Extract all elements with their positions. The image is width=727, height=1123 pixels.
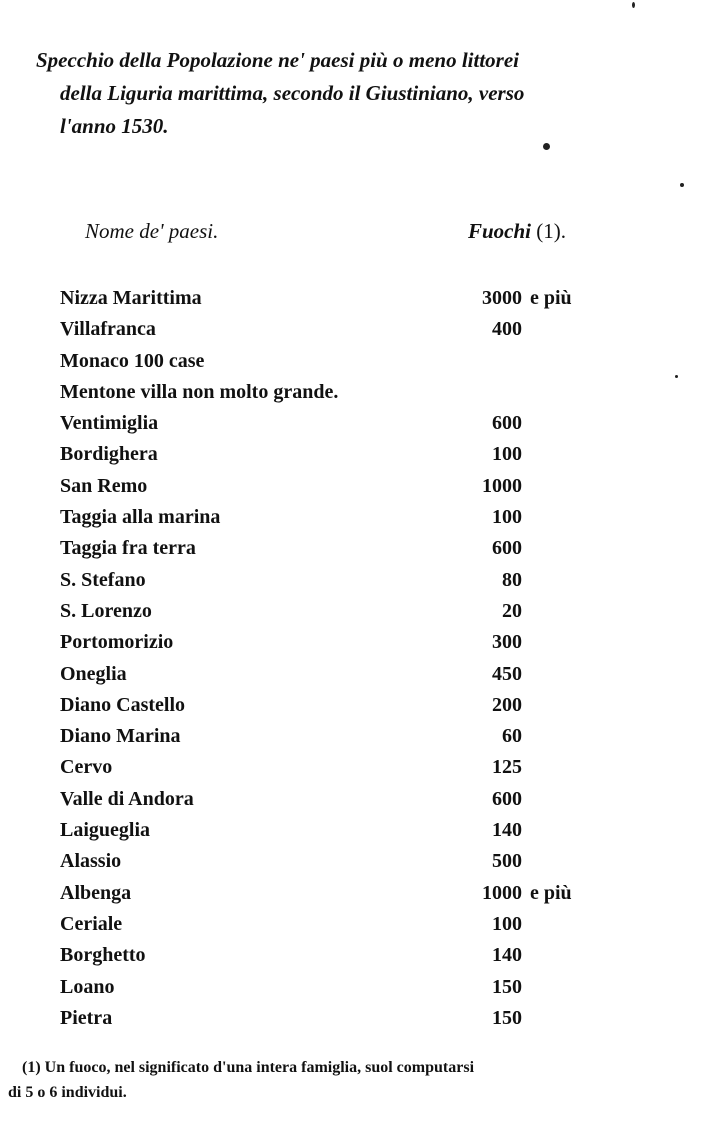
- town-name: Laigueglia: [60, 819, 151, 842]
- town-name: Oneglia: [60, 662, 127, 685]
- table-row: [0, 910, 727, 941]
- fuochi-qualifier: e più: [530, 287, 572, 309]
- fuochi-value: 125: [492, 756, 522, 779]
- fuochi-value: 1000: [482, 881, 522, 904]
- fuochi-value: 1000: [482, 474, 522, 497]
- fuochi-value: 60: [502, 725, 522, 748]
- footnote: [8, 1055, 668, 1105]
- town-name: Borghetto: [60, 944, 146, 967]
- fuochi-value: 80: [502, 568, 522, 591]
- fuochi-value: 140: [492, 944, 522, 967]
- table-row: [0, 597, 727, 628]
- table-row: [0, 879, 727, 910]
- table-row: [0, 660, 727, 691]
- town-name: Monaco 100 case: [60, 349, 205, 372]
- table-row: [0, 722, 727, 753]
- town-name: San Remo: [60, 474, 148, 497]
- town-name: Pietra: [60, 1006, 113, 1029]
- town-name: Portomorizio: [60, 631, 174, 654]
- fuochi-label: Fuochi: [468, 219, 532, 243]
- table-row: [0, 378, 727, 409]
- town-name: Nizza Marittima: [60, 287, 202, 309]
- fuochi-value: 100: [492, 506, 522, 529]
- fuochi-value: 600: [492, 537, 522, 560]
- town-name: Valle di Andora: [60, 787, 194, 810]
- fuochi-value: 450: [492, 662, 522, 685]
- fuochi-value: 150: [492, 1006, 522, 1029]
- table-row: [0, 503, 727, 534]
- table-row: [0, 1004, 727, 1035]
- table-row: [0, 472, 727, 503]
- town-name: Taggia fra terra: [60, 537, 196, 560]
- table-row: [0, 284, 727, 315]
- table-row: [0, 534, 727, 565]
- town-name: Cervo: [60, 756, 113, 779]
- title-line-2: della Liguria marittima, secondo il Giustiniano, verso: [60, 81, 525, 105]
- table-row: [0, 347, 727, 378]
- footnote-line-1: (1) Un fuoco, nel significato d'una intera famiglia, suol computarsi: [22, 1059, 475, 1076]
- town-name: Alassio: [60, 850, 122, 873]
- print-speck: [680, 183, 684, 187]
- town-name: Taggia alla marina: [60, 506, 221, 529]
- fuochi-value: 150: [492, 975, 522, 998]
- fuochi-footnote-ref: (1).: [536, 219, 567, 243]
- table-row: [0, 847, 727, 878]
- table-row: [0, 440, 727, 471]
- town-name: Diano Castello: [60, 693, 185, 716]
- fuochi-value: 20: [502, 599, 522, 622]
- fuochi-value: 100: [492, 912, 522, 935]
- fuochi-value: 600: [492, 787, 522, 810]
- column-header-name: Nome de' paesi.: [85, 219, 219, 243]
- fuochi-value: 500: [492, 850, 522, 873]
- fuochi-value: 600: [492, 412, 522, 435]
- table-row: [0, 628, 727, 659]
- print-speck: [675, 375, 678, 378]
- table-row: [0, 691, 727, 722]
- town-name: Ventimiglia: [60, 412, 159, 435]
- fuochi-value: 400: [492, 318, 522, 341]
- fuochi-value: 200: [492, 693, 522, 716]
- fuochi-qualifier: e più: [530, 881, 572, 904]
- table-row: [0, 941, 727, 972]
- column-header-fuochi: [468, 219, 566, 244]
- town-name: Diano Marina: [60, 725, 181, 748]
- table-row: [0, 785, 727, 816]
- town-name: Bordighera: [60, 443, 158, 466]
- page-title: [36, 44, 676, 143]
- print-speck: [543, 143, 550, 150]
- town-name: Villafranca: [60, 318, 156, 341]
- title-line-1: Specchio della Popolazione ne' paesi più o meno littorei: [36, 48, 519, 72]
- town-name: Albenga: [60, 881, 132, 904]
- table-row: [0, 315, 727, 346]
- town-name: Loano: [60, 975, 115, 998]
- fuochi-value: 100: [492, 443, 522, 466]
- town-name: Mentone villa non molto grande.: [60, 380, 339, 403]
- table-row: [0, 753, 727, 784]
- town-name: Ceriale: [60, 912, 123, 935]
- table-row: [0, 816, 727, 847]
- town-name: S. Lorenzo: [60, 599, 152, 622]
- table-row: [0, 409, 727, 440]
- table-row: [0, 566, 727, 597]
- fuochi-value: 300: [492, 631, 522, 654]
- print-speck: [632, 2, 635, 8]
- fuochi-value: 140: [492, 819, 522, 842]
- population-table: [0, 284, 727, 1035]
- table-row: [0, 973, 727, 1004]
- footnote-line-2: di 5 o 6 individui.: [8, 1084, 127, 1101]
- town-name: S. Stefano: [60, 568, 146, 591]
- title-line-3: l'anno 1530.: [60, 114, 169, 138]
- fuochi-value: 3000: [482, 287, 522, 309]
